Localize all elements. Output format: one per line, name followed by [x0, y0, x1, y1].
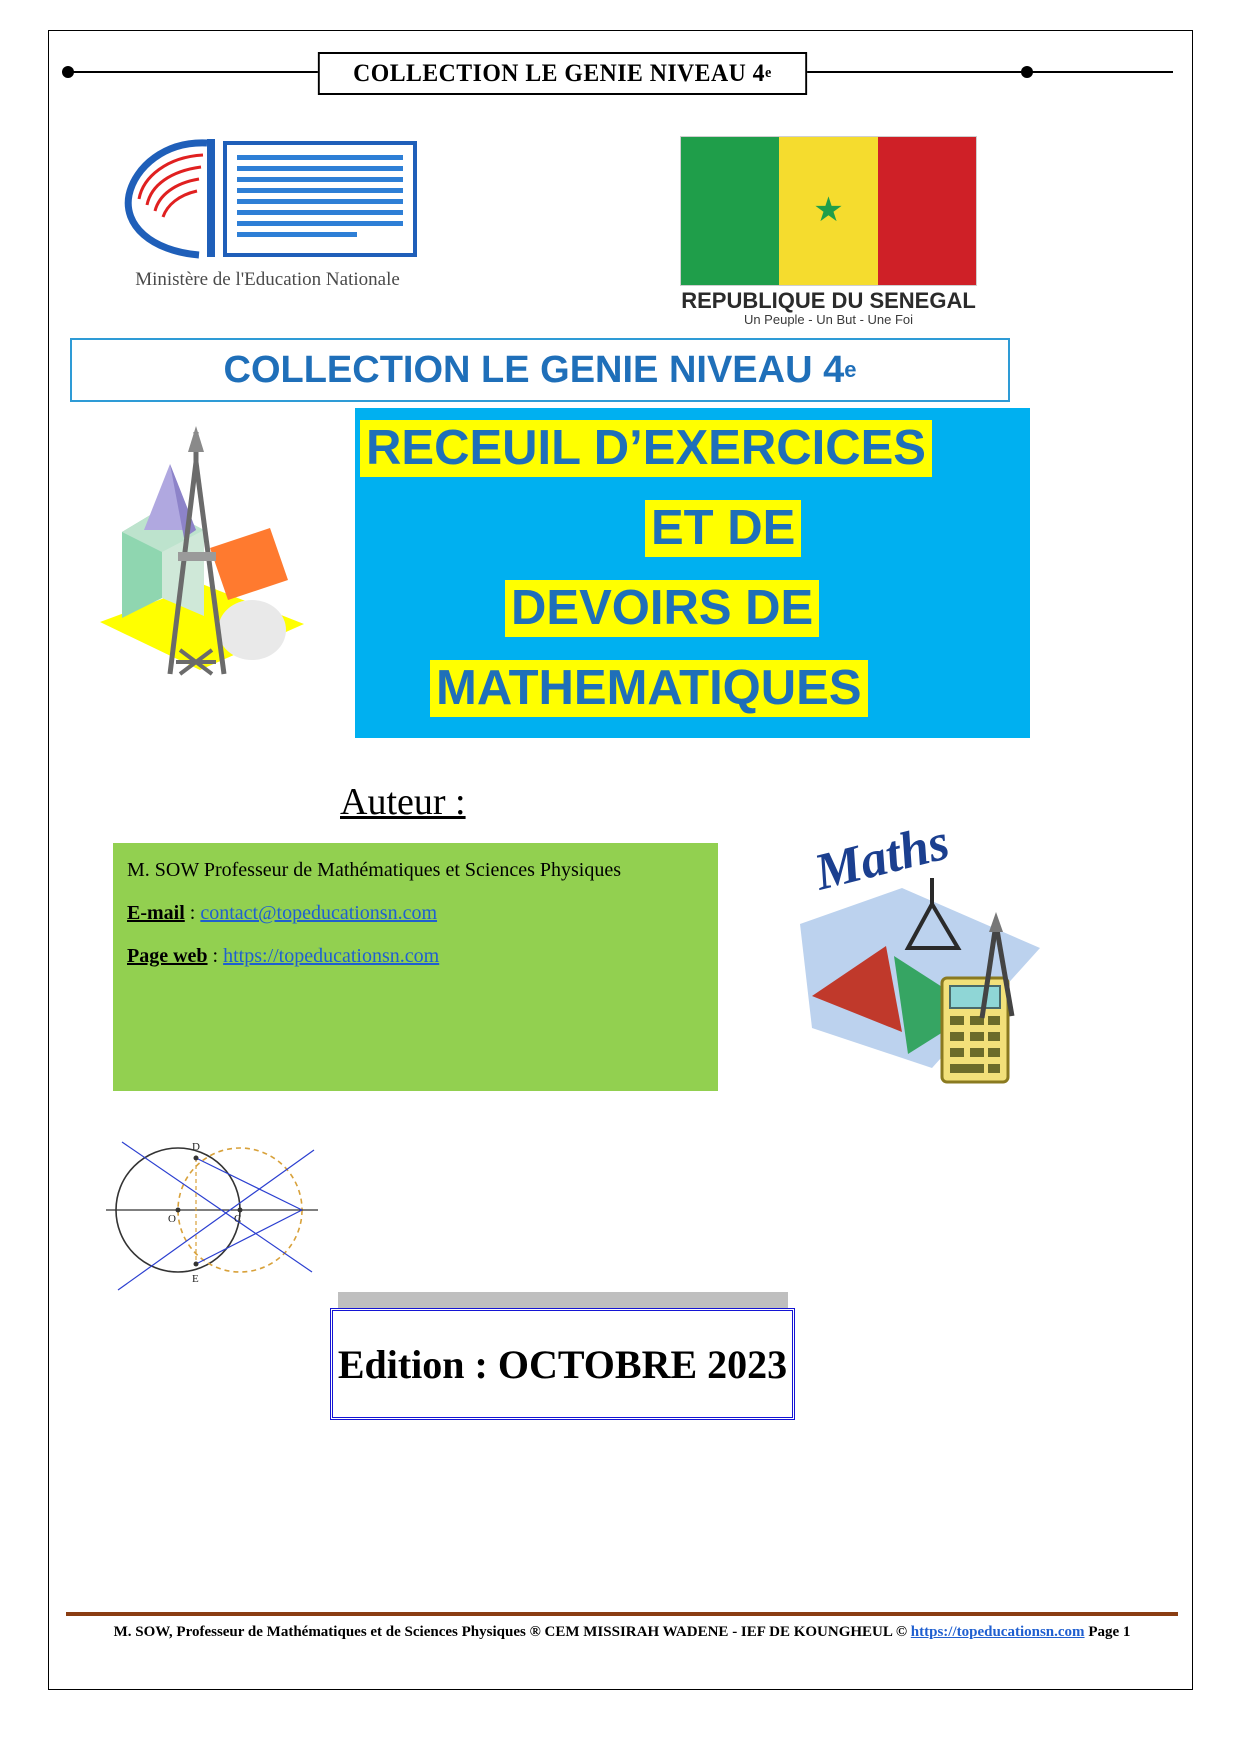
edition-box	[330, 1308, 795, 1420]
ministry-logo-icon	[95, 133, 425, 268]
main-title-block	[355, 408, 1030, 738]
flag-band-green	[681, 137, 779, 285]
email-label: E-mail	[127, 902, 185, 924]
flag-star-icon: ★	[813, 192, 844, 229]
footer-rule	[66, 1612, 1178, 1616]
senegal-flag-block	[680, 136, 980, 326]
maths-clipart	[782, 828, 1052, 1108]
geometry-tools-icon	[92, 412, 312, 712]
footer-text-before: M. SOW, Professeur de Mathématiques et de Sciences Physiques ® CEM MISSIRAH WADENE - IEF DE KOUNGHEUL ©	[113, 1624, 911, 1640]
svg-text:C: C	[234, 1213, 242, 1225]
maths-clipart-icon	[782, 828, 1052, 1108]
title-line-2: ET DE	[645, 500, 801, 557]
flag-band-yellow	[779, 137, 877, 285]
ministry-caption: Ministère de l'Education Nationale	[135, 269, 400, 290]
svg-text:E: E	[192, 1273, 199, 1285]
header-dot-left-icon	[62, 66, 74, 78]
republic-title: REPUBLIQUE DU SENEGAL	[681, 288, 976, 313]
maths-word: Maths	[809, 828, 955, 902]
collection-banner	[70, 338, 1010, 402]
footer-text-after: Page 1	[1084, 1624, 1131, 1640]
title-line-4: MATHEMATIQUES	[430, 660, 868, 717]
author-web-row	[127, 941, 704, 972]
senegal-flag-icon	[680, 136, 977, 286]
author-email-row	[127, 898, 704, 929]
footer-link[interactable]: https://topeducationsn.com	[910, 1624, 1085, 1640]
email-separator: :	[184, 902, 201, 924]
collection-banner-text: COLLECTION LE GENIE NIVEAU 4	[223, 348, 845, 391]
svg-text:O: O	[168, 1213, 176, 1225]
geometry-figure-icon	[100, 1108, 340, 1308]
flag-band-red	[878, 137, 976, 285]
ministry-logo-block	[95, 133, 440, 298]
svg-text:D: D	[192, 1141, 200, 1153]
author-heading-text: Auteur :	[340, 781, 466, 823]
web-label: Page web	[127, 945, 208, 967]
header-dot-right-icon	[1021, 66, 1033, 78]
author-info-box	[113, 843, 718, 1091]
email-link[interactable]: contact@topeducationsn.com	[200, 902, 438, 924]
header-badge	[318, 52, 807, 95]
geometry-tools-clipart	[92, 412, 312, 712]
collection-banner-sup: e	[844, 357, 857, 382]
edition-text: Edition : OCTOBRE 2023	[337, 1341, 788, 1387]
author-heading	[340, 780, 466, 824]
geometry-figure	[100, 1108, 340, 1308]
title-line-1: RECEUIL D’EXERCICES	[360, 420, 932, 477]
republic-motto: Un Peuple - Un But - Une Foi	[743, 312, 914, 327]
web-separator: :	[207, 945, 224, 967]
footer	[66, 1624, 1178, 1641]
website-link[interactable]: https://topeducationsn.com	[223, 945, 440, 967]
author-name: M. SOW Professeur de Mathématiques et Sciences Physiques	[127, 859, 621, 881]
title-line-3: DEVOIRS DE	[505, 580, 819, 637]
header-badge-text: COLLECTION LE GENIE NIVEAU 4	[353, 59, 766, 87]
header-badge-sup: e	[765, 65, 772, 81]
